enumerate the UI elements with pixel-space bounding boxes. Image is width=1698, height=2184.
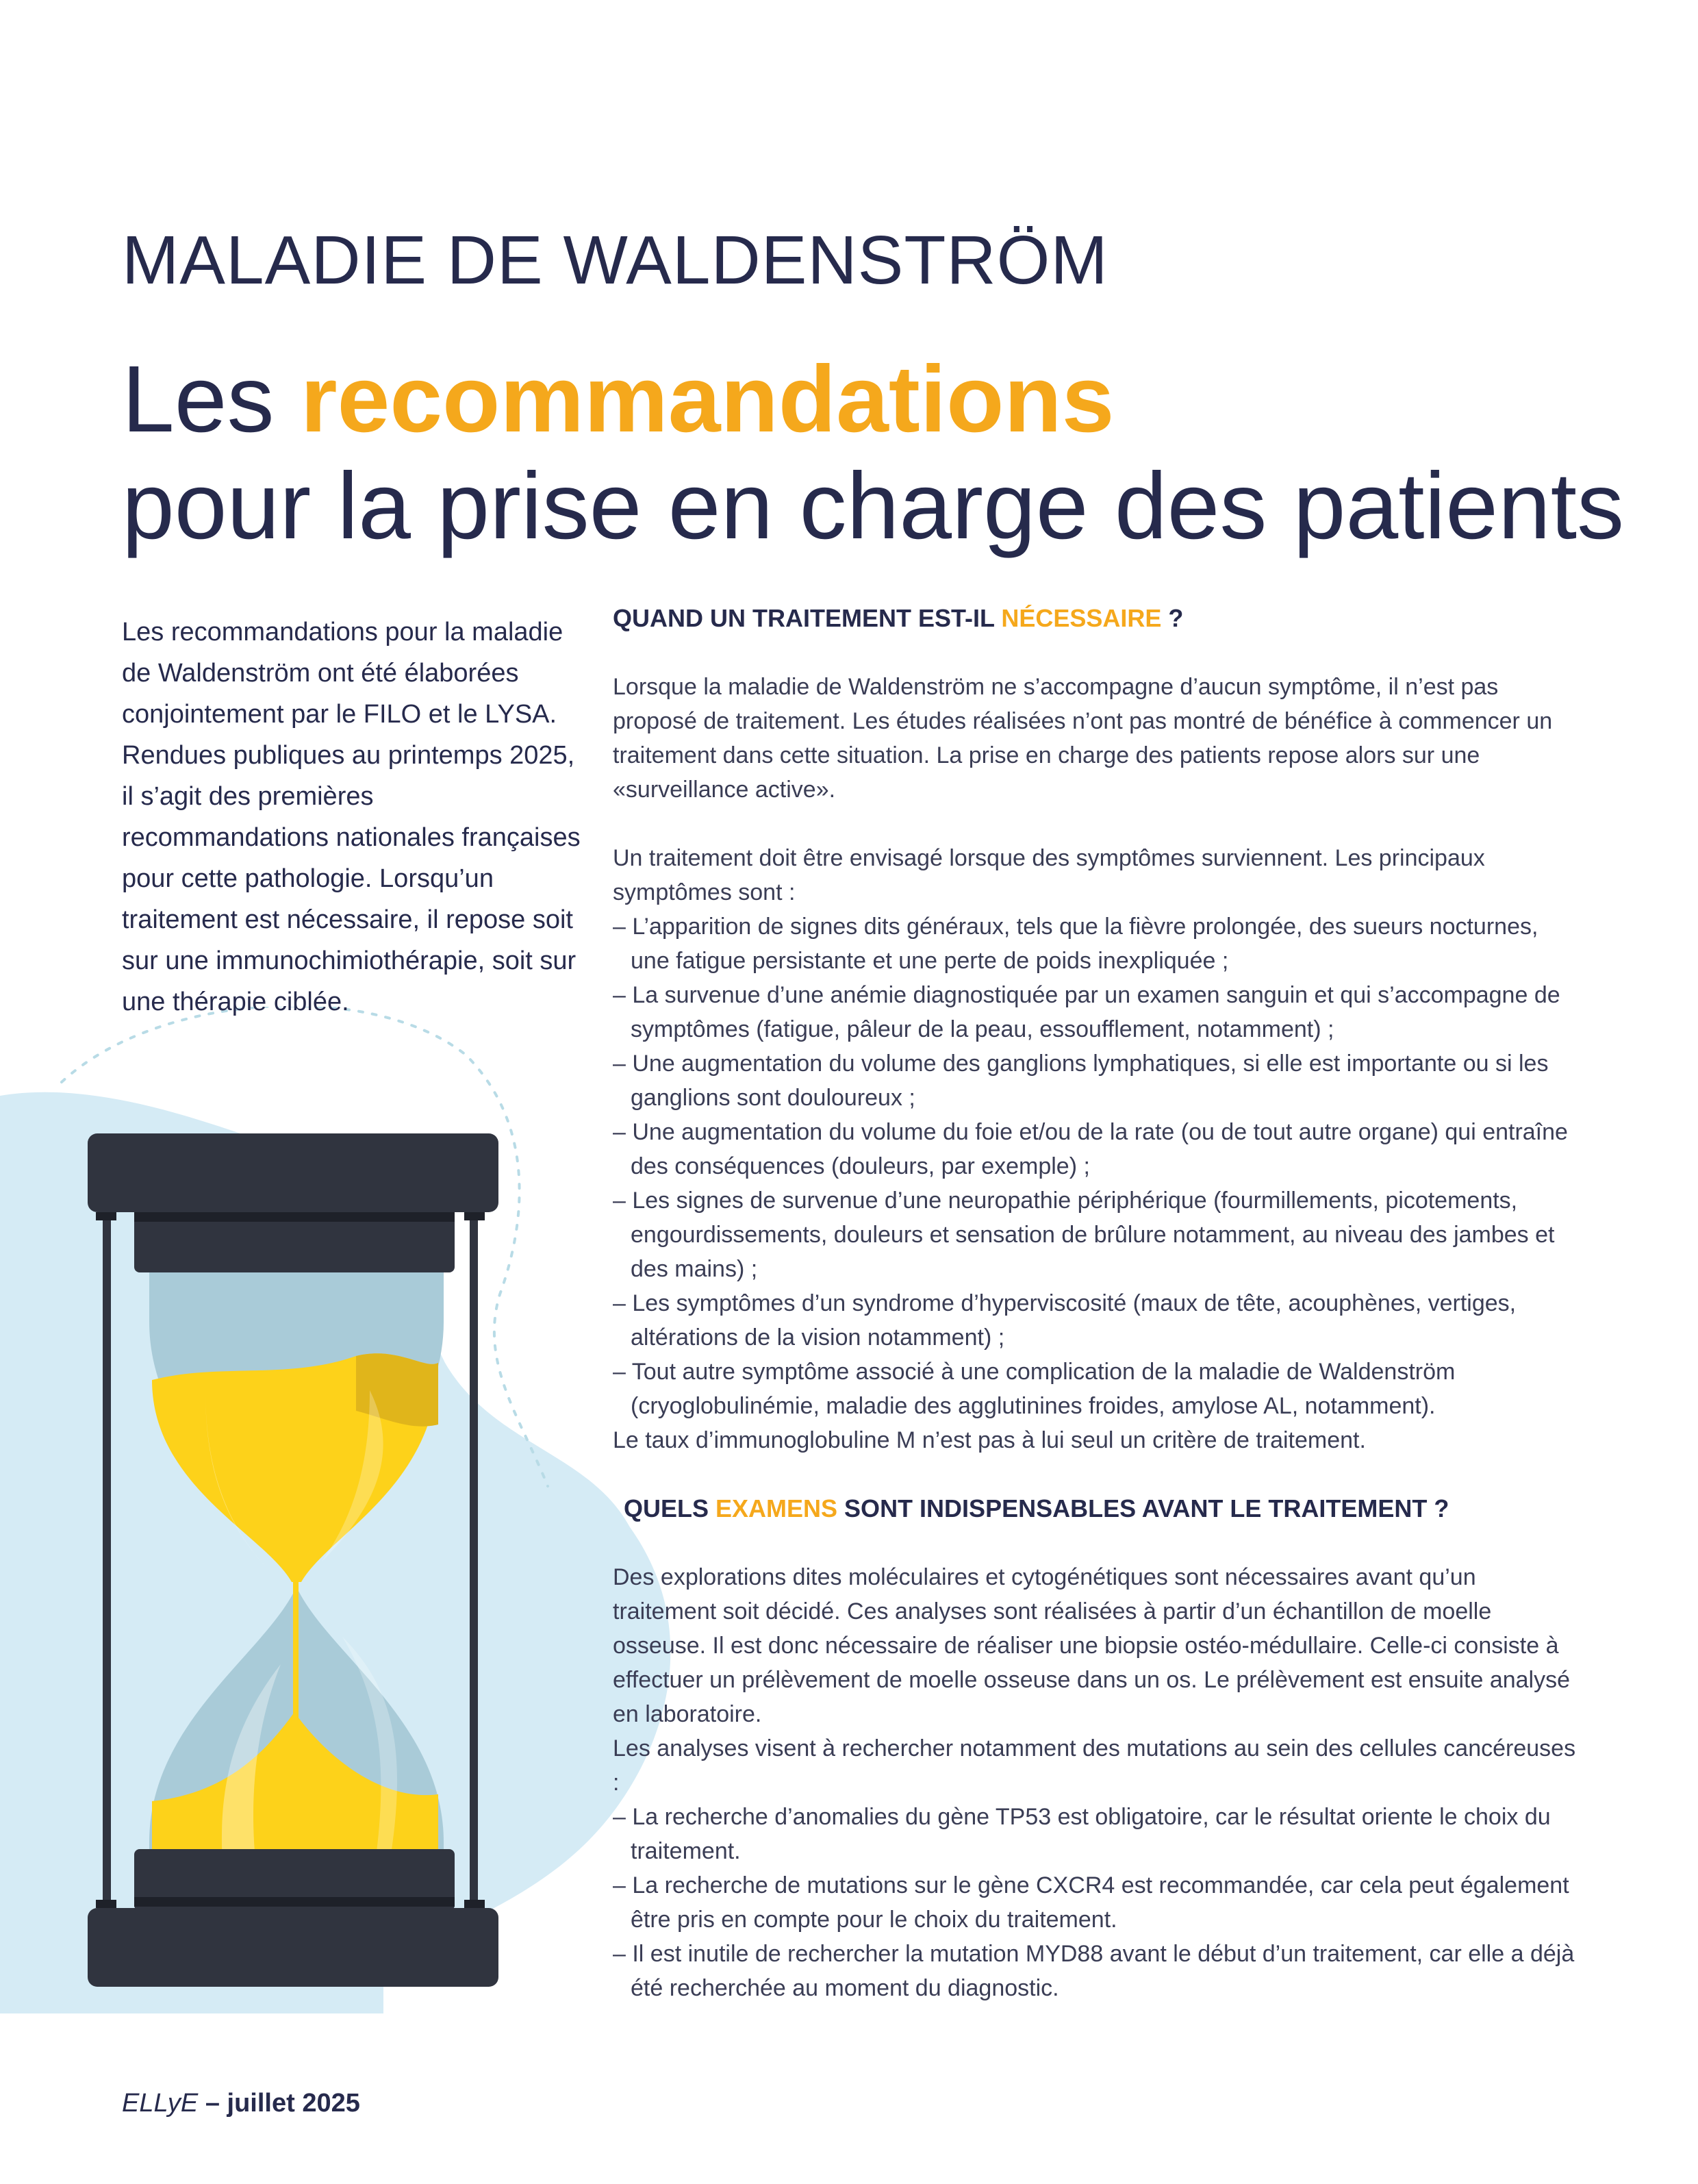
title-prefix: Les [122,347,301,452]
main-content [613,601,1578,2005]
paragraph: Un traitement doit être envisagé lorsque des symptômes surviennent. Les principaux symptômes sont : [613,845,1485,905]
symptom-list [613,909,1578,1423]
analysis-list [613,1800,1578,2005]
paragraph: Des explorations dites moléculaires et cytogénétiques sont nécessaires avant qu’un traitement soit décidé. Ces analyses sont réalisées à partir d’un échantillon de moelle osseuse. Il est donc nécessaire de réaliser une biopsie ostéo-médullaire. Celle-ci consiste à effectuer un prélèvement de moelle osseuse dans un os. Le prélèvement est ensuite analysé en laboratoire. [613,1564,1571,1727]
title-line2: pour la prise en charge des patients [122,453,1625,559]
list-item: – L’apparition de signes dits généraux, tels que la fièvre prolongée, des sueurs nocturnes, une fatigue persistante et une perte de poids inexpliquée ; [613,909,1578,978]
list-item: – Une augmentation du volume des ganglions lymphatiques, si elle est importante ou si les ganglions sont douloureux ; [613,1046,1578,1115]
page-footer: ELLyE – juillet 2025 [122,2089,360,2118]
section-heading-treatment: QUAND UN TRAITEMENT EST-IL NÉCESSAIRE ? [613,604,1184,632]
section-heading-exams: QUELS EXAMENS SONT INDISPENSABLES AVANT LE TRAITEMENT ? [624,1494,1449,1522]
list-item: – Une augmentation du volume du foie et/ou de la rate (ou de tout autre organe) qui entraîne des conséquences (douleurs, par exemple) ; [613,1115,1578,1183]
list-item: – Tout autre symptôme associé à une complication de la maladie de Waldenström (cryoglobulinémie, maladie des agglutinines froides, amylose AL, notamment). [613,1355,1578,1423]
paragraph: Lorsque la maladie de Waldenström ne s’accompagne d’aucun symptôme, il n’est pas proposé de traitement. Les études réalisées n’ont pas montré de bénéfice à commencer un traitement dans cette situation. La prise en charge des patients repose alors sur une «surveillance active». [613,674,1553,803]
hourglass-post [103,1212,111,1904]
kicker-title: MALADIE DE WALDENSTRÖM [122,222,1108,299]
list-item: – La survenue d’une anémie diagnostiquée par un examen sanguin et qui s’accompagne de symptômes (fatigue, pâleur de la peau, essoufflement, notamment) ; [613,978,1578,1046]
intro-paragraph: Les recommandations pour la maladie de Waldenström ont été élaborées conjointement par le FILO et le LYSA. Rendues publiques au printemps 2025, il s’agit des premières recommandations nationales françaises pour cette pathologie. Lorsqu’un traitement est nécessaire, il repose soit sur une immunochimiothérapie, soit sur une thérapie ciblée. [122,618,581,1016]
hourglass-post [470,1212,478,1904]
list-item: – Les symptômes d’un syndrome d’hyperviscosité (maux de tête, acouphènes, vertiges, altérations de la vision notamment) ; [613,1286,1578,1355]
page-title [122,346,1624,560]
footer-brand: ELLyE [122,2089,199,2118]
hourglass-top-cap [88,1133,498,1212]
list-item: – La recherche de mutations sur le gène CXCR4 est recommandée, car cela peut également être pris en compte pour le choix du traitement. [613,1868,1578,1937]
list-item: – La recherche d’anomalies du gène TP53 est obligatoire, car le résultat oriente le choix du traitement. [613,1800,1578,1868]
title-highlight: recommandations [300,347,1115,452]
hourglass-bottom-cap [88,1908,498,1987]
list-item: – Il est inutile de rechercher la mutation MYD88 avant le début d’un traitement, car elle a déjà été recherchée au moment du diagnostic. [613,1937,1578,2005]
list-item: – Les signes de survenue d’une neuropathie périphérique (fourmillements, picotements, engourdissements, douleurs et sensation de brûlure notamment, au niveau des jambes et des mains) ; [613,1183,1578,1286]
paragraph: Le taux d’immunoglobuline M n’est pas à lui seul un critère de traitement. [613,1427,1366,1453]
footer-date: juillet 2025 [227,2089,360,2118]
paragraph: Les analyses visent à rechercher notamment des mutations au sein des cellules cancéreuses : [613,1735,1576,1796]
